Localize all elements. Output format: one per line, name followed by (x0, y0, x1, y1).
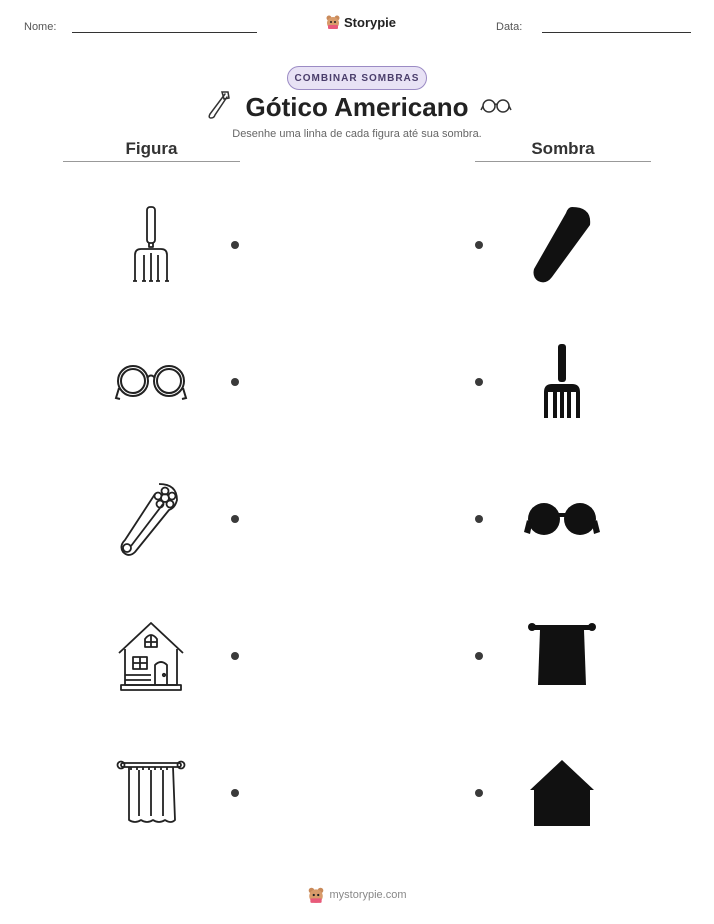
safety-pin-icon[interactable] (111, 480, 191, 560)
shadow-dot-2[interactable] (475, 378, 483, 386)
page-title: Gótico Americano (245, 92, 469, 122)
storypie-logo (325, 14, 396, 30)
shadow-column-rule (475, 161, 651, 162)
shadow-dot-1[interactable] (475, 241, 483, 249)
figure-dot-5[interactable] (231, 789, 239, 797)
date-field-line[interactable] (542, 32, 691, 33)
curtain-icon[interactable] (111, 754, 191, 834)
bear-logo-icon (325, 14, 341, 30)
safety-pin-shadow-icon[interactable] (522, 205, 602, 285)
figure-column-rule (63, 161, 240, 162)
activity-badge: COMBINAR SOMBRAS (287, 66, 427, 90)
figure-column-header: Figura (125, 139, 178, 158)
bear-logo-footer-icon (307, 886, 325, 904)
figure-dot-2[interactable] (231, 378, 239, 386)
shadow-dot-5[interactable] (475, 789, 483, 797)
date-label: Data: (496, 21, 523, 33)
shadow-column-header: Sombra (531, 139, 595, 158)
figure-dot-3[interactable] (231, 515, 239, 523)
footer-site: mystorypie.com (329, 889, 407, 901)
shadow-dot-4[interactable] (475, 652, 483, 660)
glasses-shadow-icon[interactable] (522, 480, 602, 560)
house-shadow-icon[interactable] (522, 754, 602, 834)
figure-dot-4[interactable] (231, 652, 239, 660)
name-field-line[interactable] (72, 32, 257, 33)
glasses-icon[interactable] (111, 342, 191, 422)
pitchfork-shadow-icon[interactable] (522, 342, 602, 422)
curtain-shadow-icon[interactable] (522, 617, 602, 697)
pitchfork-icon[interactable] (111, 205, 191, 285)
instructions: Desenhe uma linha de cada figura até sua sombra. (232, 128, 482, 140)
shadow-dot-3[interactable] (475, 515, 483, 523)
brand-name: Storypie (344, 14, 397, 30)
house-icon[interactable] (111, 617, 191, 697)
name-label: Nome: (24, 21, 57, 33)
footer (0, 886, 714, 904)
figure-dot-1[interactable] (231, 241, 239, 249)
